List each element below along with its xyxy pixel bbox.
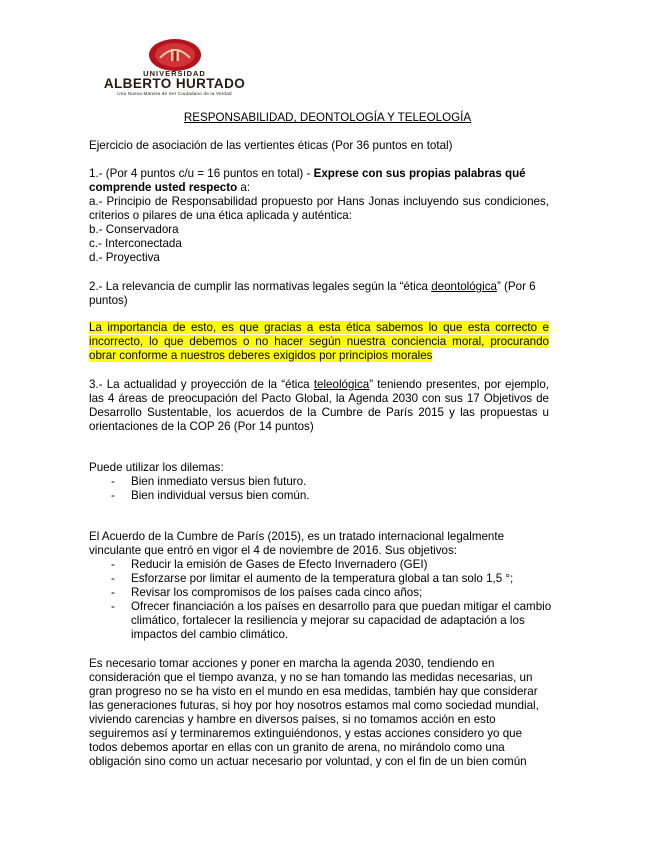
q3-prefix: 3.- La actualidad y proyección de la “ética xyxy=(89,378,314,391)
q2-underlined: deontológica xyxy=(431,280,497,293)
logo-line-1: UNIVERSIDAD xyxy=(143,69,206,78)
logo-line-2: ALBERTO HURTADO xyxy=(103,76,246,91)
paris-paragraph: El Acuerdo de la Cumbre de París (2015), es un tratado internacional legalmente vinculante que entró en vigor el 4 de noviembre de 2016. Sus objetivos: xyxy=(89,530,505,557)
university-seal-icon xyxy=(148,38,202,72)
list-item xyxy=(111,489,561,503)
objective-text: Ofrecer financiación a los países en desarrollo para que puedan mitigar el cambio climático, fortalecer la resiliencia y mejorar su capacidad de adaptación a los impactos del cambio climático. xyxy=(131,600,552,641)
answer-2-highlight: La importancia de esto, es que gracias a esta ética sabemos lo que esta correcto e incorrecto, lo que debemos o no hacer según nuestra conciencia moral, procurando obrar conforme a nuestros deberes exigidos por principios morales xyxy=(89,321,549,362)
dash-bullet: - xyxy=(111,475,115,488)
objective-text: Reducir la emisión de Gases de Efecto Invernadero (GEI) xyxy=(131,558,428,571)
q1-item-c: c.- Interconectada xyxy=(89,237,182,250)
dash-bullet: - xyxy=(111,489,115,502)
dash-bullet: - xyxy=(111,572,115,585)
objective-text: Esforzarse por limitar el aumento de la temperatura global a tan solo 1,5 °; xyxy=(131,572,514,585)
q1-item-b: b.- Conservadora xyxy=(89,223,179,236)
list-item xyxy=(111,572,561,586)
paris-objectives-list xyxy=(111,558,561,642)
q2-suffix: ” (Por 6 puntos) xyxy=(89,280,536,307)
question-3 xyxy=(89,378,549,434)
dilema-text: Bien individual versus bien común. xyxy=(131,489,310,502)
q1-bold: Exprese con sus propias palabras qué comprende usted respecto xyxy=(89,167,526,194)
intro-line: Ejercicio de asociación de las vertientes éticas (Por 36 puntos en total) xyxy=(89,139,453,152)
dash-bullet: - xyxy=(111,586,115,599)
q1-item-d: d.- Proyectiva xyxy=(89,251,160,264)
document-title: RESPONSABILIDAD, DEONTOLOGÍA Y TELEOLOGÍA xyxy=(183,111,472,124)
university-logo xyxy=(92,38,257,100)
q1-prefix: 1.- (Por 4 puntos c/u = 16 puntos en total) - xyxy=(89,167,314,180)
question-1 xyxy=(89,167,549,195)
q1-suffix: a: xyxy=(237,181,251,194)
list-item xyxy=(111,600,561,642)
dilemas-heading: Puede utilizar los dilemas: xyxy=(89,461,224,474)
conclusion-paragraph: Es necesario tomar acciones y poner en marcha la agenda 2030, tendiendo en consideración que el tiempo avanza, y no se han tomando las medidas necesarias, un gran progreso no se ha visto en el mundo en esa medidas, también hay que considerar las generaciones futuras, si hoy por hoy nosotros estamos mal como sociedad mundial, viviendo carencias y hambre en diversos países, si no tomamos acción en esto seguiremos así y terminaremos extinguiéndonos, y estas acciones considero yo que todos debemos aportar en ellas con un granito de arena, no mirándolo como una obligación sino como un actuar necesario por voluntad, y con el fin de un bien común xyxy=(89,657,539,768)
list-item xyxy=(111,475,561,489)
dilemas-list xyxy=(111,475,561,503)
objective-text: Revisar los compromisos de los países cada cinco años; xyxy=(131,586,423,599)
q1-item-a: a.- Principio de Responsabilidad propuesto por Hans Jonas incluyendo sus condiciones, criterios o pilares de una ética aplicada y auténtica: xyxy=(89,195,549,222)
answer-2-block xyxy=(89,321,549,363)
logo-tagline: Una Nueva Manera de Ser Ciudadano de la Verdad xyxy=(117,91,232,96)
q3-suffix: ” teniendo presentes, por ejemplo, las 4 áreas de preocupación del Pacto Global, la Agenda 2030 con sus 17 Objetivos de Desarrollo Sustentable, los acuerdos de la Cumbre de París 2015 y las propuestas u orientaciones de la COP 26 (Por 14 puntos) xyxy=(89,378,550,433)
q3-underlined: teleológica xyxy=(313,378,370,391)
list-item xyxy=(111,586,561,600)
question-2 xyxy=(89,280,549,308)
list-item xyxy=(111,558,561,572)
dash-bullet: - xyxy=(111,600,115,613)
dash-bullet: - xyxy=(111,558,115,571)
q2-prefix: 2.- La relevancia de cumplir las normativas legales según la “ética xyxy=(89,280,432,293)
dilema-text: Bien inmediato versus bien futuro. xyxy=(131,475,307,488)
